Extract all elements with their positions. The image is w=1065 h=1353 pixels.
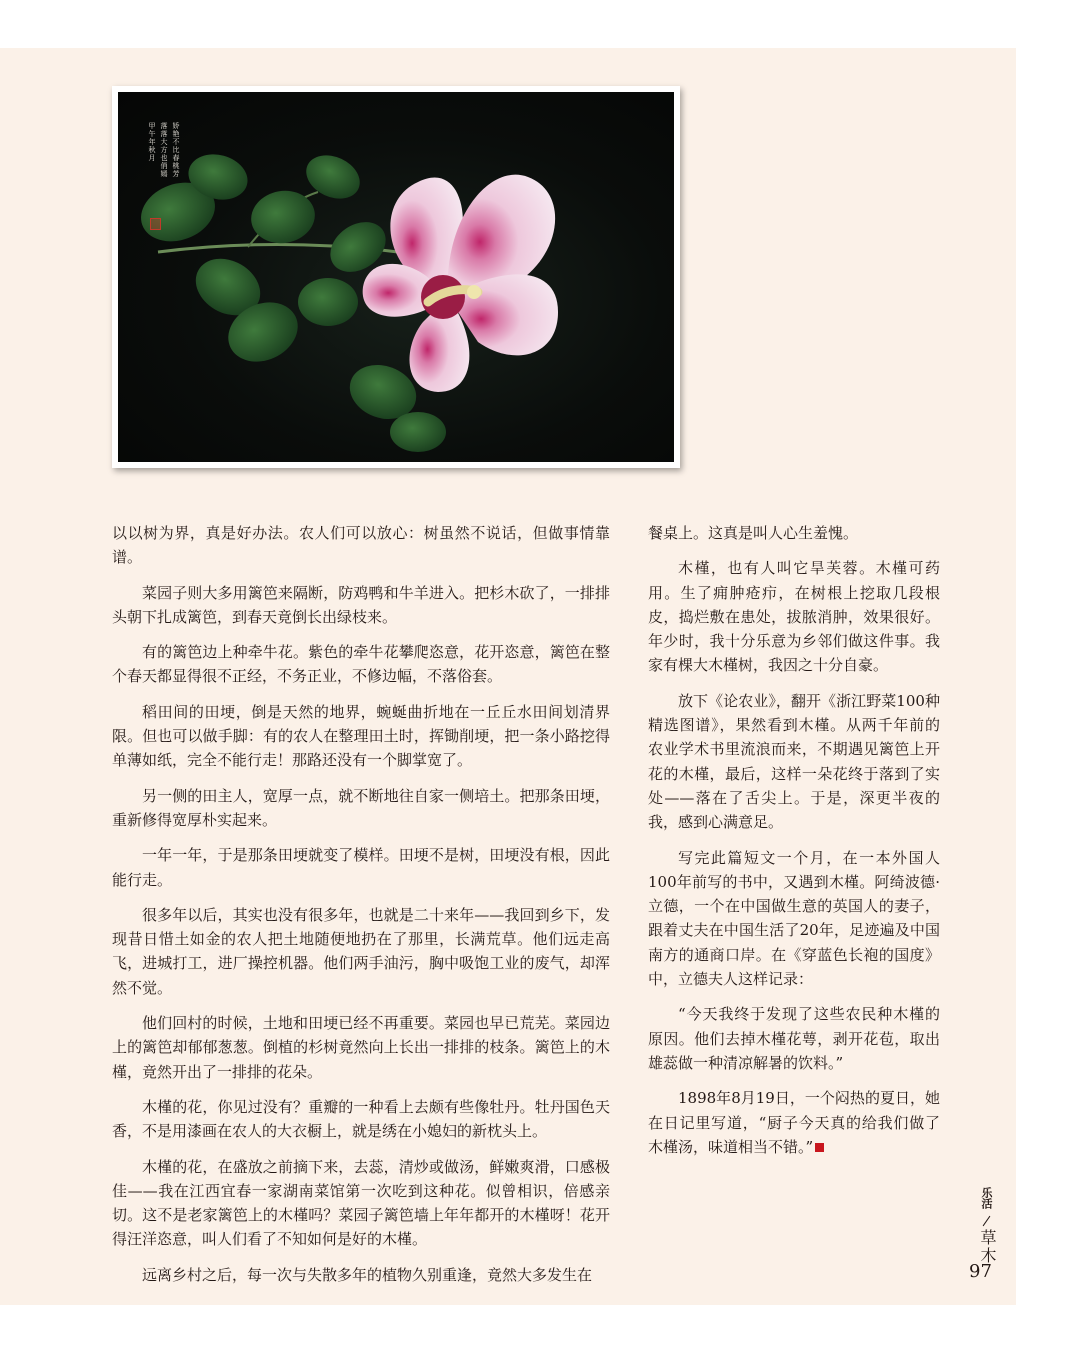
section-label-small: 乐活 xyxy=(980,1187,993,1209)
paragraph: 有的篱笆边上种牵牛花。紫色的牵牛花攀爬恣意，花开恣意，篱笆在整个春天都显得很不正经，不务正业，不修边幅，不落俗套。 xyxy=(112,643,610,686)
paragraph: 木槿的花，你见过没有？重瓣的一种看上去颇有些像牡丹。牡丹国色天香，不是用漆画在农人的大衣橱上，就是绣在小媳妇的新枕头上。 xyxy=(112,1097,610,1141)
paragraph: 另一侧的田主人，宽厚一点，就不断地往自家一侧培土。把那条田埂，重新修得宽厚朴实起来。 xyxy=(112,786,610,829)
calligraphy-inscription xyxy=(148,122,180,178)
paragraph: 很多年以后，其实也没有很多年，也就是二十来年——我回到乡下，发现昔日惜土如金的农人把土地随便地扔在了那里，长满荒草。他们远走高飞，进城打工，进厂操控机器。他们两手油污，胸中吸饱工业的废气，却浑然不觉。 xyxy=(112,905,610,997)
final-paragraph-text: 1898年8月19日，一个闷热的夏日，她在日记里写道，“厨子今天真的给我们做了木槿汤，味道相当不错。” xyxy=(648,1089,940,1156)
paragraph: 放下《论农业》，翻开《浙江野菜100种精选图谱》，果然看到木槿。从两千年前的农业学术书里流浪而来，不期遇见篱笆上开花的木槿，最后，这样一朵花终于落到了实处——落在了舌尖上。于是，深更半夜的我，感到心满意足。 xyxy=(648,691,940,832)
paragraph: 写完此篇短文一个月，在一本外国人100年前写的书中，又遇到木槿。阿绮波德·立德，一个在中国做生意的英国人的妻子，跟着丈夫在中国生活了20年，足迹遍及中国南方的通商口岸。在《穿蓝色长袍的国度》中，立德夫人这样记录： xyxy=(648,848,940,989)
paragraph: 菜园子则大多用篱笆来隔断，防鸡鸭和牛羊进入。把杉木砍了，一排排头朝下扎成篱笆，到春天竟倒长出绿枝来。 xyxy=(112,583,610,626)
calligraphy-line: 甲午年秋月 xyxy=(148,122,156,162)
calligraphy-line: 娇艳不比春桃芳 xyxy=(172,122,180,178)
paragraph: 远离乡村之后，每一次与失散多年的植物久别重逢，竟然大多发生在 xyxy=(142,1265,593,1284)
paragraph: 他们回村的时候，土地和田埂已经不再重要。菜园也早已荒芜。菜园边上的篱笆却郁郁葱葱。倒植的杉树竟然向上长出一排排的枝条。篱笆上的木槿，竟然开出了一排排的花朵。 xyxy=(112,1014,610,1081)
end-mark-icon xyxy=(815,1143,824,1152)
quote-paragraph: “今天我终于发现了这些农民种木槿的原因。他们去掉木槿花萼，剥开花苞，取出雄蕊做一种清凉解暑的饮料。” xyxy=(648,1005,940,1072)
paragraph: 一年一年，于是那条田埂就变了模样。田埂不是树，田埂没有根，因此能行走。 xyxy=(112,846,610,889)
paragraph: 木槿，也有人叫它旱芙蓉。木槿可药用。生了痈肿疮疖，在树根上挖取几段根皮，捣烂敷在患处，拔脓消肿，效果很好。年少时，我十分乐意为乡邻们做这件事。我家有棵大木槿树，我因之十分自豪。 xyxy=(648,559,940,675)
section-tag xyxy=(976,1187,996,1269)
hibiscus-illustration xyxy=(118,92,674,462)
paragraph: 餐桌上。这真是叫人心生羞愧。 xyxy=(648,524,859,542)
seal-stamp xyxy=(150,218,161,230)
hibiscus-photo xyxy=(118,92,674,462)
article-column-right xyxy=(648,521,940,1170)
paragraph: 以以树为界，真是好办法。农人们可以放心：树虽然不说话，但做事情靠谱。 xyxy=(112,524,610,567)
calligraphy-line: 落落大方也俏嫣 xyxy=(160,122,168,178)
final-paragraph xyxy=(648,1086,940,1159)
paragraph: 稻田间的田埂，倒是天然的地界，蜿蜒曲折地在一丘丘水田间划清界限。但也可以做手脚：有的农人在整理田土时，挥锄削埂，把一条小路挖得单薄如纸，完全不能行走！那路还没有一个脚掌宽了。 xyxy=(112,702,610,770)
page-number: 97 xyxy=(969,1261,992,1282)
section-label: 草木 xyxy=(978,1229,997,1265)
article-column-left xyxy=(112,521,610,1298)
paragraph: 木槿的花，在盛放之前摘下来，去蕊，清炒或做汤，鲜嫩爽滑，口感极佳——我在江西宜春一家湖南菜馆第一次吃到这种花。似曾相识，倍感亲切。这不是老家篱笆上的木槿吗？菜园子篱笆墙上年年都开的木槿呀！花开得汪洋恣意，叫人们看了不知如何是好的木槿。 xyxy=(112,1157,610,1249)
slash-divider xyxy=(982,1216,990,1226)
hibiscus-photo-frame xyxy=(112,86,680,468)
